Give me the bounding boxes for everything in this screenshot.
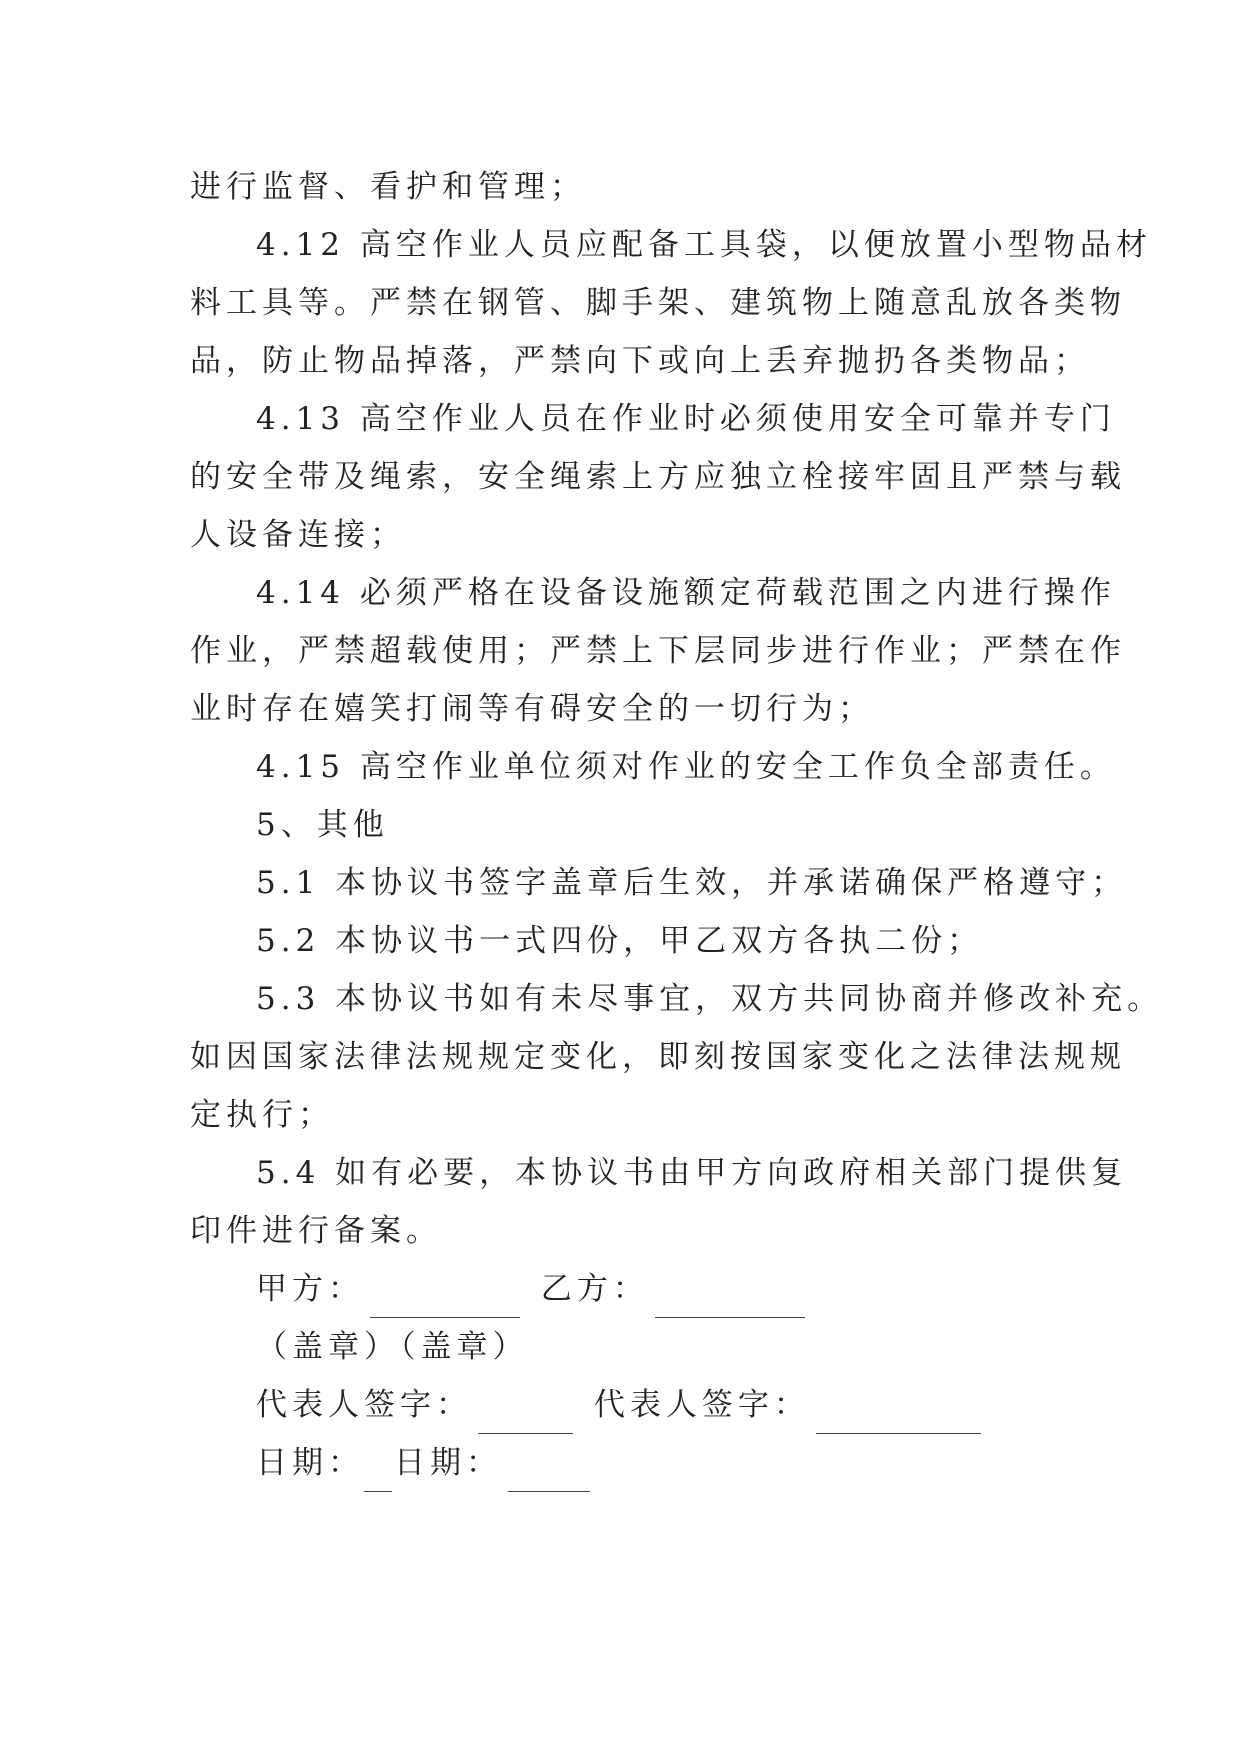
rep-a-label: 代表人签字： bbox=[256, 1387, 472, 1423]
text-line: 5.3 本协议书如有未尽事宜，双方共同协商并修改补充。 bbox=[256, 981, 1164, 1017]
party-b-label: 乙方： bbox=[540, 1271, 649, 1307]
text-line: 人设备连接； bbox=[190, 517, 406, 553]
rep-b-blank[interactable] bbox=[816, 1393, 981, 1434]
text-line: 4.12 高空作业人员应配备工具袋，以便放置小型物品材 bbox=[256, 227, 1152, 263]
date-b-label: 日期： bbox=[394, 1445, 502, 1481]
date-b-blank[interactable] bbox=[508, 1451, 590, 1492]
text-line: 5.4 如有必要，本协议书由甲方向政府相关部门提供复 bbox=[256, 1155, 1128, 1191]
date-a-blank[interactable] bbox=[364, 1451, 392, 1492]
text-line: 4.15 高空作业单位须对作业的安全工作负全部责任。 bbox=[256, 749, 1116, 785]
text-line: 定执行； bbox=[190, 1097, 334, 1133]
text-line: 料工具等。严禁在钢管、脚手架、建筑物上随意乱放各类物 bbox=[190, 285, 1126, 321]
rep-a-blank[interactable] bbox=[478, 1393, 573, 1434]
party-a-blank[interactable] bbox=[370, 1277, 520, 1318]
date-a-label: 日期： bbox=[256, 1445, 364, 1481]
seal-line: （盖章）（盖章） bbox=[256, 1329, 529, 1365]
text-line: 印件进行备案。 bbox=[190, 1213, 442, 1249]
text-line: 进行监督、看护和管理； bbox=[190, 169, 586, 205]
text-line: 4.14 必须严格在设备设施额定荷载范围之内进行操作 bbox=[256, 575, 1116, 611]
party-b-blank[interactable] bbox=[655, 1277, 805, 1318]
rep-b-label: 代表人签字： bbox=[593, 1387, 810, 1423]
section-heading: 5、其他 bbox=[256, 807, 389, 843]
text-line: 作业，严禁超载使用；严禁上下层同步进行作业；严禁在作 bbox=[190, 633, 1126, 669]
party-a-label: 甲方： bbox=[256, 1271, 364, 1307]
text-line: 5.1 本协议书签字盖章后生效，并承诺确保严格遵守； bbox=[256, 865, 1128, 901]
text-line: 的安全带及绳索，安全绳索上方应独立栓接牢固且严禁与载 bbox=[190, 459, 1126, 495]
text-line: 品，防止物品掉落，严禁向下或向上丢弃抛扔各类物品； bbox=[190, 343, 1090, 379]
representative-signature-line bbox=[190, 1376, 1070, 1434]
text-line: 4.13 高空作业人员在作业时必须使用安全可靠并专门 bbox=[256, 401, 1116, 437]
text-line: 如因国家法律法规规定变化，即刻按国家变化之法律法规规 bbox=[190, 1039, 1126, 1075]
text-line: 5.2 本协议书一式四份，甲乙双方各执二份； bbox=[256, 923, 984, 959]
document-page bbox=[190, 158, 1164, 1492]
text-line: 业时存在嬉笑打闹等有碍安全的一切行为； bbox=[190, 691, 874, 727]
party-signature-line bbox=[190, 1260, 1070, 1318]
date-line bbox=[190, 1434, 1070, 1492]
